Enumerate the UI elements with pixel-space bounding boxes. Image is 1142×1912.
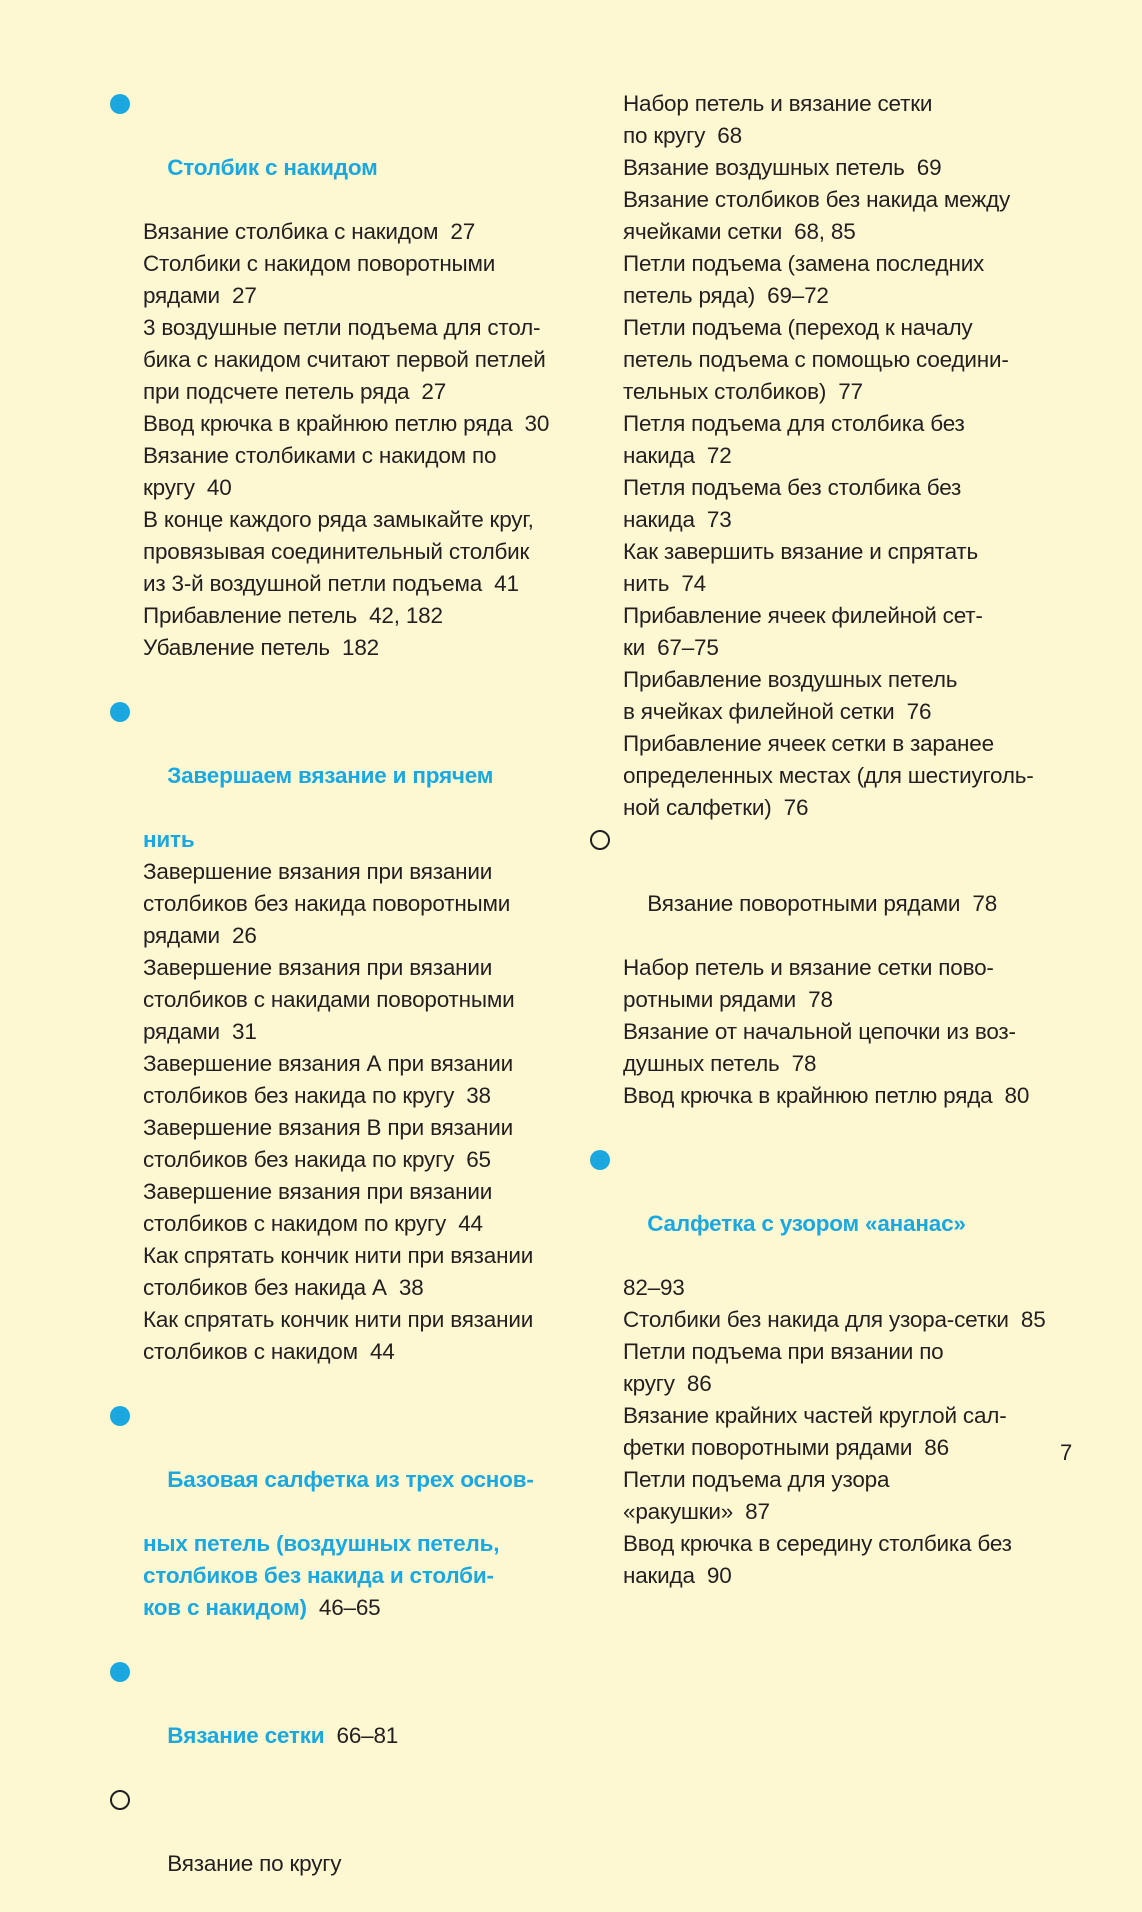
index-entry: Завершение вязания при вязании [143,859,493,884]
page-ref: 46–65 [306,1595,381,1620]
index-entry: Завершение вязания при вязании [143,955,493,980]
index-entry: ячейками сетки 68, 85 [623,219,856,244]
index-entry: петель ряда) 69–72 [623,283,829,308]
index-entry: столбиков без накида по кругу 65 [143,1147,491,1172]
index-entry: Петли подъема при вязании по [623,1339,944,1364]
section-bazovaya-title: Базовая салфетка из трех основ- [110,1400,580,1528]
section-zavershaem-title-cont: нить [143,827,195,852]
index-entry: накида 90 [623,1563,732,1588]
index-entry: Ввод крючка в крайнюю петлю ряда 30 [143,411,550,436]
index-entry: столбиков с накидами поворотными [143,987,515,1012]
index-entry: петель подъема с помощью соедини- [623,347,1009,372]
index-entry: «ракушки» 87 [623,1499,770,1524]
index-entry: из 3-й воздушной петли подъема 41 [143,571,519,596]
open-bullet-icon [110,1790,130,1810]
filled-bullet-icon [110,1406,130,1426]
index-entry: по кругу 68 [623,123,742,148]
index-entry: бика с накидом считают первой петлей [143,347,546,372]
index-entry: Петли подъема для узора [623,1467,890,1492]
index-entry: при подсчете петель ряда 27 [143,379,447,404]
index-entry: Прибавление ячеек сетки в заранее [623,731,994,756]
index-entry: Набор петель и вязание сетки пово- [623,955,994,980]
index-entry: Петли подъема (переход к началу [623,315,973,340]
index-entry: провязывая соединительный столбик [143,539,530,564]
index-entry: Как завершить вязание и спрятать [623,539,979,564]
index-entry: столбиков с накидом 44 [143,1339,395,1364]
index-entry: Завершение вязания при вязании [143,1179,493,1204]
index-entry: рядами 31 [143,1019,257,1044]
section-ananas-title: Салфетка с узором «ананас» [590,1144,1060,1272]
index-entry: фетки поворотными рядами 86 [623,1435,949,1460]
index-entry: столбиков без накида поворотными [143,891,511,916]
index-entry: душных петель 78 [623,1051,817,1076]
section-bazovaya-title-cont: ков с накидом) 46–65 [143,1595,381,1620]
index-entry: кругу 40 [143,475,232,500]
page-ref: 78 [960,891,998,916]
index-entry: ки 67–75 [623,635,719,660]
index-entry: столбиков с накидом по кругу 44 [143,1211,483,1236]
index-entry: рядами 27 [143,283,257,308]
index-entry: Столбики без накида для узора-сетки 85 [623,1307,1046,1332]
index-entry: Ввод крючка в крайнюю петлю ряда 80 [623,1083,1030,1108]
section-bazovaya-title-cont: ных петель (воздушных петель, [143,1531,500,1556]
left-column [110,88,580,1912]
index-entry: Прибавление воздушных петель [623,667,958,692]
index-entry: Столбики с накидом поворотными [143,251,496,276]
index-entry: столбиков без накида А 38 [143,1275,424,1300]
index-entry: нить 74 [623,571,706,596]
index-entry: ротными рядами 78 [623,987,833,1012]
index-entry: определенных местах (для шестиуголь- [623,763,1034,788]
index-entry: Вязание от начальной цепочки из воз- [623,1019,1016,1044]
section-bazovaya-title-cont: столбиков без накида и столби- [143,1563,494,1588]
index-entry: Прибавление петель 42, 182 [143,603,443,628]
index-entry: рядами 26 [143,923,257,948]
index-entry: 82–93 [623,1275,685,1300]
index-entry: накида 72 [623,443,732,468]
open-bullet-icon [590,830,610,850]
filled-bullet-icon [110,1662,130,1682]
section-stolbik-title: Столбик с накидом [110,88,580,216]
index-entry: накида 73 [623,507,732,532]
index-entry: Петля подъема без столбика без [623,475,962,500]
index-entry: Набор петель и вязание сетки [623,91,933,116]
index-entry: Как спрятать кончик нити при вязании [143,1307,534,1332]
index-entry: ной салфетки) 76 [623,795,809,820]
index-entry: Вязание столбиками с накидом по [143,443,497,468]
section-setka-title: Вязание сетки 66–81 [110,1656,580,1784]
subsection-po-krugu-title: Вязание по кругу [110,1784,580,1912]
right-column [590,88,1060,1592]
index-entry: Вязание столбика с накидом 27 [143,219,476,244]
index-entry: Ввод крючка в середину столбика без [623,1531,1012,1556]
index-entry: Как спрятать кончик нити при вязании [143,1243,534,1268]
page-ref: 66–81 [324,1723,399,1748]
index-entry: Вязание столбиков без накида между [623,187,1011,212]
filled-bullet-icon [110,702,130,722]
section-zavershaem-title: Завершаем вязание и прячем [110,696,580,824]
index-entry: в ячейках филейной сетки 76 [623,699,932,724]
index-entry: тельных столбиков) 77 [623,379,863,404]
index-entry: 3 воздушные петли подъема для стол- [143,315,541,340]
index-entry: столбиков без накида по кругу 38 [143,1083,491,1108]
index-entry: кругу 86 [623,1371,712,1396]
index-entry: В конце каждого ряда замыкайте круг, [143,507,534,532]
subsection-povorotnymi-title: Вязание поворотными рядами 78 [590,824,1060,952]
index-entry: Завершение вязания А при вязании [143,1051,513,1076]
index-entry: Вязание воздушных петель 69 [623,155,942,180]
index-entry: Завершение вязания В при вязании [143,1115,513,1140]
index-entry: Вязание крайних частей круглой сал- [623,1403,1007,1428]
index-entry: Петля подъема для столбика без [623,411,965,436]
filled-bullet-icon [590,1150,610,1170]
page-number: 7 [1060,1440,1073,1465]
index-entry: Прибавление ячеек филейной сет- [623,603,983,628]
filled-bullet-icon [110,94,130,114]
index-entry: Убавление петель 182 [143,635,379,660]
index-entry: Петли подъема (замена последних [623,251,985,276]
